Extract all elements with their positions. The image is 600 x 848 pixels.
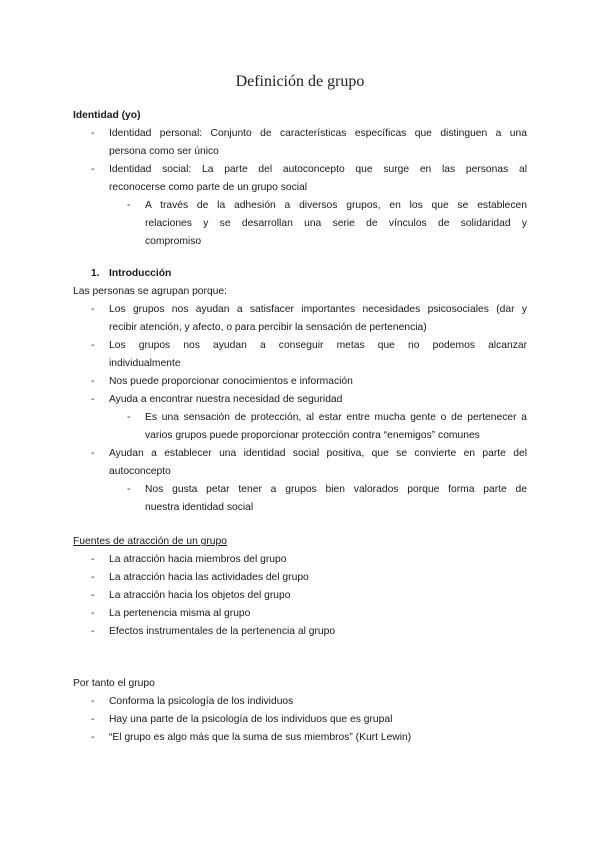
bullet-dash: - — [91, 608, 95, 619]
bullet-dash: - — [91, 714, 95, 725]
list-item-line: individualmente — [109, 358, 181, 369]
por-tanto-heading: Por tanto el grupo — [73, 678, 155, 689]
bullet-dash: - — [91, 696, 95, 707]
list-item-line: Nos puede proporcionar conocimientos e información — [109, 376, 353, 387]
bullet-dash: - — [91, 590, 95, 601]
list-item: Hay una parte de la psicología de los individuos que es grupal — [109, 714, 393, 725]
bullet-dash: - — [91, 732, 95, 743]
list-item-line: persona como ser único — [109, 146, 219, 157]
bullet-dash: - — [91, 128, 95, 139]
list-item-line: reconocerse como parte de un grupo social — [109, 182, 308, 193]
bullet-dash: - — [91, 340, 95, 351]
list-item: La pertenencia misma al grupo — [109, 608, 251, 619]
sub-bullet-dash: - — [127, 200, 131, 211]
section-number: 1. — [91, 268, 100, 279]
sub-item-line: varios grupos puede proporcionar protección contra “enemigos” comunes — [145, 430, 480, 441]
bullet-dash: - — [91, 554, 95, 565]
bullet-dash: - — [91, 164, 95, 175]
intro-text: Las personas se agrupan porque: — [73, 286, 227, 297]
sub-item-line: Es una sensación de protección, al estar entre mucha gente o de pertenecer a — [145, 412, 527, 423]
fuentes-heading: Fuentes de atracción de un grupo — [73, 536, 227, 547]
list-item-line: recibir atención, y afecto, o para percibir la sensación de pertenencia) — [109, 322, 427, 333]
bullet-dash: - — [91, 376, 95, 387]
sub-item-line: relaciones y se desarrollan una serie de vínculos de solidaridad y — [145, 218, 527, 229]
list-item-line: Los grupos nos ayudan a satisfacer importantes necesidades psicosociales (dar y — [109, 304, 527, 315]
bullet-dash: - — [91, 448, 95, 459]
sub-bullet-dash: - — [127, 484, 131, 495]
list-item: Conforma la psicología de los individuos — [109, 696, 294, 707]
sub-item-line: nuestra identidad social — [145, 502, 254, 513]
sub-item-line: A través de la adhesión a diversos grupos, en los que se establecen — [145, 200, 527, 211]
list-item: “El grupo es algo más que la suma de sus miembros” (Kurt Lewin) — [109, 732, 412, 743]
list-item: Efectos instrumentales de la pertenencia al grupo — [109, 626, 336, 637]
list-item-line: Los grupos nos ayudan a conseguir metas que no podemos alcanzar — [109, 340, 527, 351]
introduccion-heading: Introducción — [109, 268, 172, 279]
sub-item-line: Nos gusta petar tener a grupos bien valorados porque forma parte de — [145, 484, 527, 495]
list-item-line: Identidad personal: Conjunto de características específicas que distinguen a una — [109, 128, 527, 139]
list-item-line: autoconcepto — [109, 466, 171, 477]
sub-item-line: compromiso — [145, 236, 202, 247]
list-item: La atracción hacia las actividades del grupo — [109, 572, 309, 583]
list-item-line: Ayuda a encontrar nuestra necesidad de seguridad — [109, 394, 343, 405]
bullet-dash: - — [91, 394, 95, 405]
page-title: Definición de grupo — [235, 73, 365, 90]
bullet-dash: - — [91, 572, 95, 583]
bullet-dash: - — [91, 304, 95, 315]
sub-bullet-dash: - — [127, 412, 131, 423]
list-item: La atracción hacia miembros del grupo — [109, 554, 287, 565]
list-item-line: Identidad social: La parte del autoconcepto que surge en las personas al — [109, 164, 527, 175]
list-item: La atracción hacia los objetos del grupo — [109, 590, 291, 601]
list-item-line: Ayudan a establecer una identidad social positiva, que se convierte en parte del — [109, 448, 527, 459]
bullet-dash: - — [91, 626, 95, 637]
identidad-heading: Identidad (yo) — [73, 110, 141, 121]
